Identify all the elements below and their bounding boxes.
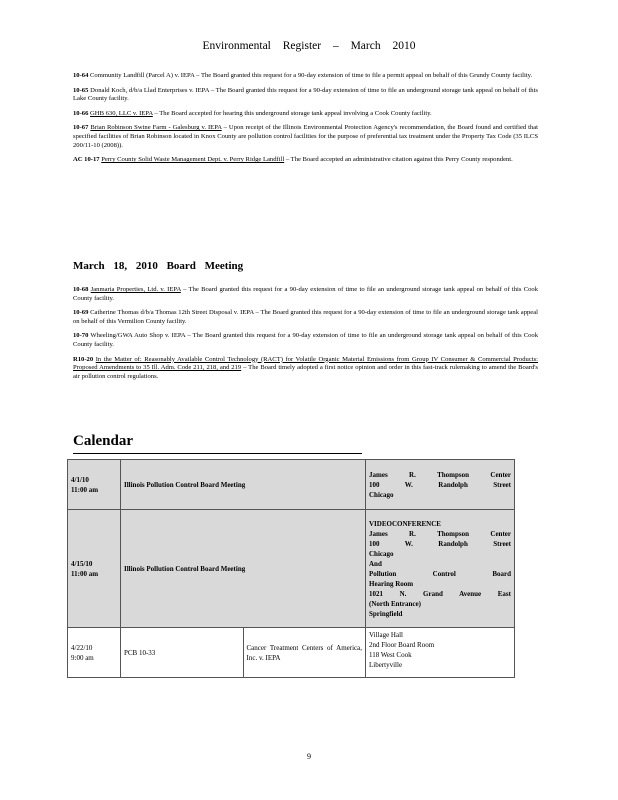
case-link[interactable]: GHB 630, LLC v. IEPA bbox=[90, 109, 153, 117]
page-number: 9 bbox=[307, 752, 311, 761]
calendar-date-cell: 4/15/10 11:00 am bbox=[68, 510, 121, 628]
calendar-case-cell: PCB 10-33 bbox=[121, 628, 244, 678]
entry-10-64: 10-64 Community Landfill (Parcel A) v. IEPA – The Board granted this request for a 90-day extension of time to file a permit appeal on behalf of this Grundy County facility. bbox=[73, 72, 533, 79]
entry-10-67: 10-67 Brian Robinson Swine Farm - Galesburg v. IEPA – Upon receipt of the Illinois Environmental Protection Agency's recommendation, the Board found and certified that specified facilities of Brian Robinson located in Knox County are pollution control facilities for the purpose of preferential tax treatment under the Property Tax Code (35 ILCS 200/11-10 (2008)). bbox=[73, 124, 539, 149]
entry-10-65: 10-65 Donald Koch, d/b/a Llad Enterprises v. IEPA – The Board granted this request for a 90-day extension of time to file an underground storage tank appeal on behalf of this Lake County facility. bbox=[73, 86, 538, 103]
case-link[interactable]: Janmaria Properties, Ltd. v. IEPA bbox=[90, 286, 181, 293]
entry-ac-10-17: AC 10-17 Perry County Solid Waste Management Dept. v. Perry Ridge Landfill – The Board accepted an administrative citation against this Perry County respondent. bbox=[73, 156, 513, 164]
calendar-location-cell: VIDEOCONFERENCE James R. Thompson Center 100 W. Randolph Street Chicago And Pollution Control Board Hearing Room 1021 N. Grand Avenue East (North Entrance) Springfield bbox=[366, 510, 515, 628]
calendar-row bbox=[68, 460, 515, 510]
case-link[interactable]: Brian Robinson Swine Farm - Galesburg v. IEPA bbox=[90, 124, 222, 132]
calendar-title: Calendar bbox=[73, 433, 133, 449]
entry-10-70: 10-70 Wheeling/GWA Auto Shop v. IEPA – The Board granted this request for a 90-day extension of time to file an underground storage tank appeal on behalf of this Cook County facility. bbox=[73, 332, 538, 348]
entry-10-68: 10-68 Janmaria Properties, Ltd. v. IEPA – The Board granted this request for a 90-day extension of time to file an underground storage tank appeal on behalf of this Cook County facility. bbox=[73, 286, 539, 302]
calendar-location-cell: Village Hall 2nd Floor Board Room 118 West Cook Libertyville bbox=[366, 628, 515, 678]
calendar-date-cell: 4/1/10 11:00 am bbox=[68, 460, 121, 510]
entry-10-69: 10-69 Catherine Thomas d/b/a Thomas 12th Street Disposal v. IEPA – The Board granted this request for a 90-day extension of time to file an underground storage tank appeal on behalf of this Vermilion County facility. bbox=[73, 309, 538, 325]
calendar-date-cell: 4/22/10 9:00 am bbox=[68, 628, 121, 678]
entries-top bbox=[73, 72, 538, 165]
case-link[interactable]: In the Matter of: Reasonably Available Control Technology (RACT) for Volatile Organic Material Emissions from Group IV Consumer & Commercial Products: Proposed Amendments to 35 Ill. Adm. Code 211, 218, and 219 bbox=[73, 355, 538, 372]
entry-10-66: 10-66 GHB 630, LLC v. IEPA – The Board accepted for hearing this underground storage tank appeal involving a Cook County facility. bbox=[73, 109, 432, 117]
calendar-event-cell: Illinois Pollution Control Board Meeting bbox=[121, 460, 366, 510]
calendar-location-cell: James R. Thompson Center 100 W. Randolph Street Chicago bbox=[366, 460, 515, 510]
calendar-description-cell: Cancer Treatment Centers of America, Inc. v. IEPA bbox=[243, 628, 366, 678]
calendar-title-rule bbox=[73, 453, 362, 454]
page-header: Environmental Register – March 2010 bbox=[202, 40, 416, 52]
calendar-table bbox=[67, 459, 515, 678]
calendar-row bbox=[68, 628, 515, 678]
calendar-event-cell: Illinois Pollution Control Board Meeting bbox=[121, 510, 366, 628]
calendar-row bbox=[68, 510, 515, 628]
case-link[interactable]: Perry County Solid Waste Management Dept. v. Perry Ridge Landfill bbox=[101, 156, 285, 164]
entries-bottom bbox=[73, 286, 538, 381]
entry-r10-20: R10-20 In the Matter of: Reasonably Available Control Technology (RACT) for Volatile Organic Material Emissions from Group IV Consumer & Commercial Products: Proposed Amendments to 35 Ill. Adm. Code 211, 218, and 219 – The Board timely adopted a first notice opinion and order in this fast-track rulemaking to amend the Board's air pollution control regulations. bbox=[73, 355, 538, 380]
section-title: March 18, 2010 Board Meeting bbox=[73, 260, 244, 272]
